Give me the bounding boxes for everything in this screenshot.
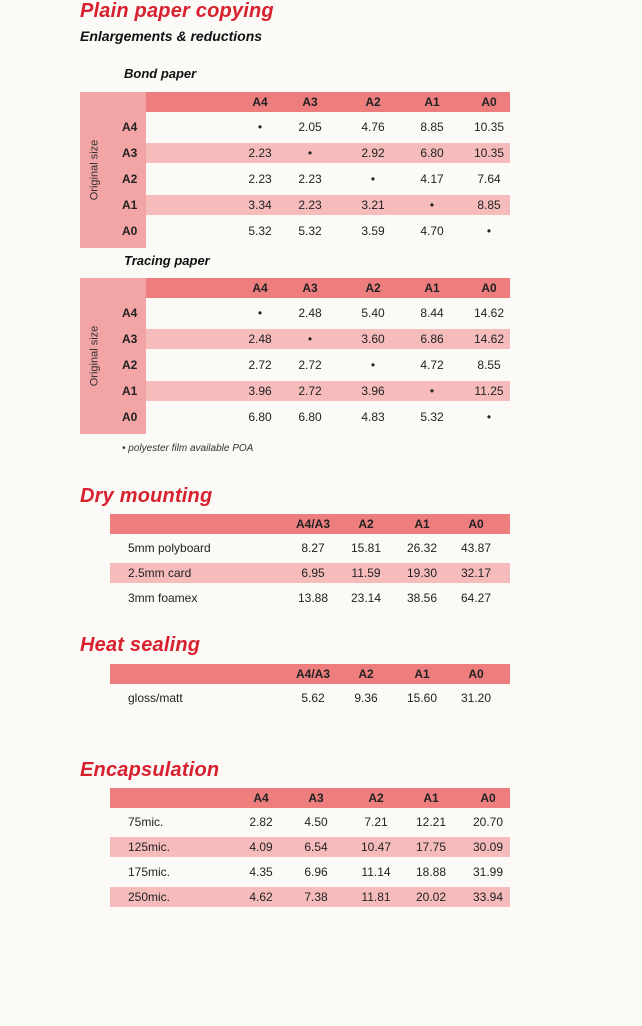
column-header-a4: A4 (252, 95, 268, 109)
table-cell: 33.94 (472, 890, 504, 904)
table-cell: 11.81 (361, 890, 391, 904)
table-cell: 6.95 (301, 566, 325, 580)
column-header-a2: A2 (365, 281, 381, 295)
table-cell: 5.40 (361, 306, 385, 320)
table-cell: 4.72 (420, 358, 444, 372)
table-row (146, 355, 510, 375)
table-cell: • (429, 198, 435, 212)
table-cell: 6.96 (304, 865, 328, 879)
tracing-paper-table (80, 278, 510, 434)
table-row (110, 563, 510, 583)
table-cell: 7.64 (477, 172, 501, 186)
table-cell: 43.87 (460, 541, 492, 555)
row-label-a0: A0 (122, 410, 138, 424)
column-header-a1: A1 (414, 667, 430, 681)
table-cell: 3.60 (361, 332, 385, 346)
row-label: 5mm polyboard (128, 541, 211, 555)
table-cell: 2.72 (248, 358, 272, 372)
table-cell: 3.21 (361, 198, 385, 212)
table-cell: 26.32 (406, 541, 438, 555)
table-cell: 8.55 (477, 358, 501, 372)
table-cell: 3.96 (361, 384, 385, 398)
row-label-a4: A4 (122, 120, 138, 134)
table-cell: 6.86 (420, 332, 444, 346)
table-row (110, 887, 510, 907)
column-header-a0: A0 (481, 95, 497, 109)
table-cell: 4.35 (249, 865, 273, 879)
column-header-a4-a3: A4/A3 (295, 667, 330, 681)
column-header-a2: A2 (368, 791, 384, 805)
table-cell: 5.32 (248, 224, 272, 238)
table-cell: 9.36 (354, 691, 378, 705)
column-header-a4-a3: A4/A3 (295, 517, 330, 531)
row-label: 250mic. (128, 890, 171, 904)
table-cell: 8.27 (301, 541, 325, 555)
table-cell: 32.17 (460, 566, 492, 580)
table-cell: 3.59 (361, 224, 385, 238)
table-cell: 11.25 (474, 384, 504, 398)
column-header-a4: A4 (252, 281, 268, 295)
table-cell: 4.70 (420, 224, 444, 238)
row-label: 175mic. (128, 865, 171, 879)
dry-mounting-title: Dry mounting (80, 485, 213, 507)
dry-mounting-table (110, 514, 510, 614)
row-label-a4: A4 (122, 306, 138, 320)
table-cell: 10.35 (473, 120, 505, 134)
column-header-a0: A0 (480, 791, 496, 805)
table-cell: 10.35 (473, 146, 505, 160)
table-cell: • (257, 120, 263, 134)
header-row (110, 664, 510, 684)
header-row (110, 788, 510, 808)
table-cell: 2.82 (249, 815, 273, 829)
table-cell: 20.02 (415, 890, 447, 904)
table-cell: • (370, 358, 376, 372)
header-row (146, 278, 510, 298)
original-size-label: Original size (88, 325, 100, 387)
row-label-a2: A2 (122, 172, 138, 186)
table-row (110, 538, 510, 558)
table-cell: 11.59 (351, 566, 381, 580)
table-row (146, 407, 510, 427)
table-cell: 11.14 (361, 865, 391, 879)
table-cell: • (307, 146, 313, 160)
column-header-a2: A2 (365, 95, 381, 109)
table-cell: 5.32 (420, 410, 444, 424)
original-size-label: Original size (88, 139, 100, 201)
table-cell: 15.81 (350, 541, 382, 555)
column-header-a1: A1 (423, 791, 439, 805)
table-row (110, 837, 510, 857)
table-cell: 4.62 (249, 890, 273, 904)
table-cell: 17.75 (415, 840, 447, 854)
table-row (146, 117, 510, 137)
tracing-paper-heading: Tracing paper (124, 253, 210, 268)
original-size-label-box (82, 92, 106, 248)
table-cell: 4.83 (361, 410, 385, 424)
table-cell: 18.88 (415, 865, 447, 879)
table-cell: 2.23 (298, 172, 322, 186)
table-cell: 8.44 (420, 306, 444, 320)
table-cell: 2.48 (248, 332, 272, 346)
table-cell: 4.09 (249, 840, 273, 854)
table-cell: 4.17 (420, 172, 444, 186)
table-cell: 7.38 (304, 890, 328, 904)
table-cell: • (429, 384, 435, 398)
header-row (110, 514, 510, 534)
table-cell: 23.14 (350, 591, 382, 605)
column-header-a2: A2 (358, 667, 374, 681)
table-cell: 6.80 (420, 146, 444, 160)
row-label-a2: A2 (122, 358, 138, 372)
table-cell: 2.05 (298, 120, 322, 134)
column-header-a0: A0 (468, 667, 484, 681)
row-label-a0: A0 (122, 224, 138, 238)
table-cell: 2.23 (298, 198, 322, 212)
table-cell: 10.47 (360, 840, 392, 854)
column-header-a0: A0 (481, 281, 497, 295)
row-label: 75mic. (128, 815, 164, 829)
row-label-a3: A3 (122, 332, 138, 346)
table-cell: 3.34 (248, 198, 272, 212)
table-cell: 4.50 (304, 815, 328, 829)
column-header-a1: A1 (414, 517, 430, 531)
encapsulation-table (110, 788, 510, 908)
row-label-a3: A3 (122, 146, 138, 160)
table-row (146, 195, 510, 215)
table-row (146, 303, 510, 323)
column-header-a0: A0 (468, 517, 484, 531)
heat-sealing-table (110, 664, 510, 714)
column-header-a1: A1 (424, 281, 440, 295)
row-label: 125mic. (128, 840, 171, 854)
table-cell: 15.60 (406, 691, 438, 705)
table-cell: 8.85 (420, 120, 444, 134)
row-label: 2.5mm card (128, 566, 192, 580)
polyester-note: • polyester film available POA (122, 443, 254, 454)
table-cell: 5.32 (298, 224, 322, 238)
table-cell: 3.96 (248, 384, 272, 398)
table-cell: 2.72 (298, 384, 322, 398)
table-row (146, 169, 510, 189)
row-label: 3mm foamex (128, 591, 198, 605)
row-label: gloss/matt (128, 691, 183, 705)
table-row (146, 329, 510, 349)
column-header-a3: A3 (302, 95, 318, 109)
row-label-a1: A1 (122, 384, 138, 398)
table-row (110, 588, 510, 608)
header-row (146, 92, 510, 112)
table-cell: 8.85 (477, 198, 501, 212)
table-cell: 7.21 (364, 815, 388, 829)
table-cell: 14.62 (473, 332, 505, 346)
table-cell: 6.80 (298, 410, 322, 424)
table-cell: 14.62 (473, 306, 505, 320)
heat-sealing-title: Heat sealing (80, 634, 201, 656)
table-cell: 4.76 (361, 120, 385, 134)
table-cell: 13.88 (297, 591, 329, 605)
table-cell: 5.62 (301, 691, 325, 705)
table-row (146, 381, 510, 401)
table-cell: 19.30 (406, 566, 438, 580)
table-row (110, 862, 510, 882)
table-row (110, 812, 510, 832)
table-cell: 2.23 (248, 146, 272, 160)
original-size-label-box (82, 278, 106, 434)
table-cell: 6.54 (304, 840, 328, 854)
table-cell: 31.20 (460, 691, 492, 705)
column-header-a4: A4 (253, 791, 269, 805)
bond-paper-heading: Bond paper (124, 66, 197, 81)
column-header-a3: A3 (302, 281, 318, 295)
table-cell: 64.27 (460, 591, 492, 605)
table-cell: 20.70 (472, 815, 504, 829)
table-cell: 2.48 (298, 306, 322, 320)
table-cell: • (486, 224, 492, 238)
bond-paper-table (80, 92, 510, 248)
column-header-a2: A2 (358, 517, 374, 531)
table-row (146, 221, 510, 241)
table-cell: 38.56 (406, 591, 438, 605)
table-row (146, 143, 510, 163)
encapsulation-title: Encapsulation (80, 759, 220, 781)
column-header-a1: A1 (424, 95, 440, 109)
table-cell: 6.80 (248, 410, 272, 424)
table-cell: • (486, 410, 492, 424)
table-cell: • (257, 306, 263, 320)
table-cell: • (307, 332, 313, 346)
table-cell: 30.09 (472, 840, 504, 854)
table-cell: 31.99 (472, 865, 504, 879)
table-cell: • (370, 172, 376, 186)
row-label-a1: A1 (122, 198, 138, 212)
plain-copying-title: Plain paper copying (80, 0, 274, 22)
table-cell: 12.21 (415, 815, 447, 829)
table-row (110, 688, 510, 708)
enlargements-subtitle: Enlargements & reductions (80, 28, 263, 44)
table-cell: 2.92 (361, 146, 385, 160)
column-header-a3: A3 (308, 791, 324, 805)
table-cell: 2.72 (298, 358, 322, 372)
table-cell: 2.23 (248, 172, 272, 186)
